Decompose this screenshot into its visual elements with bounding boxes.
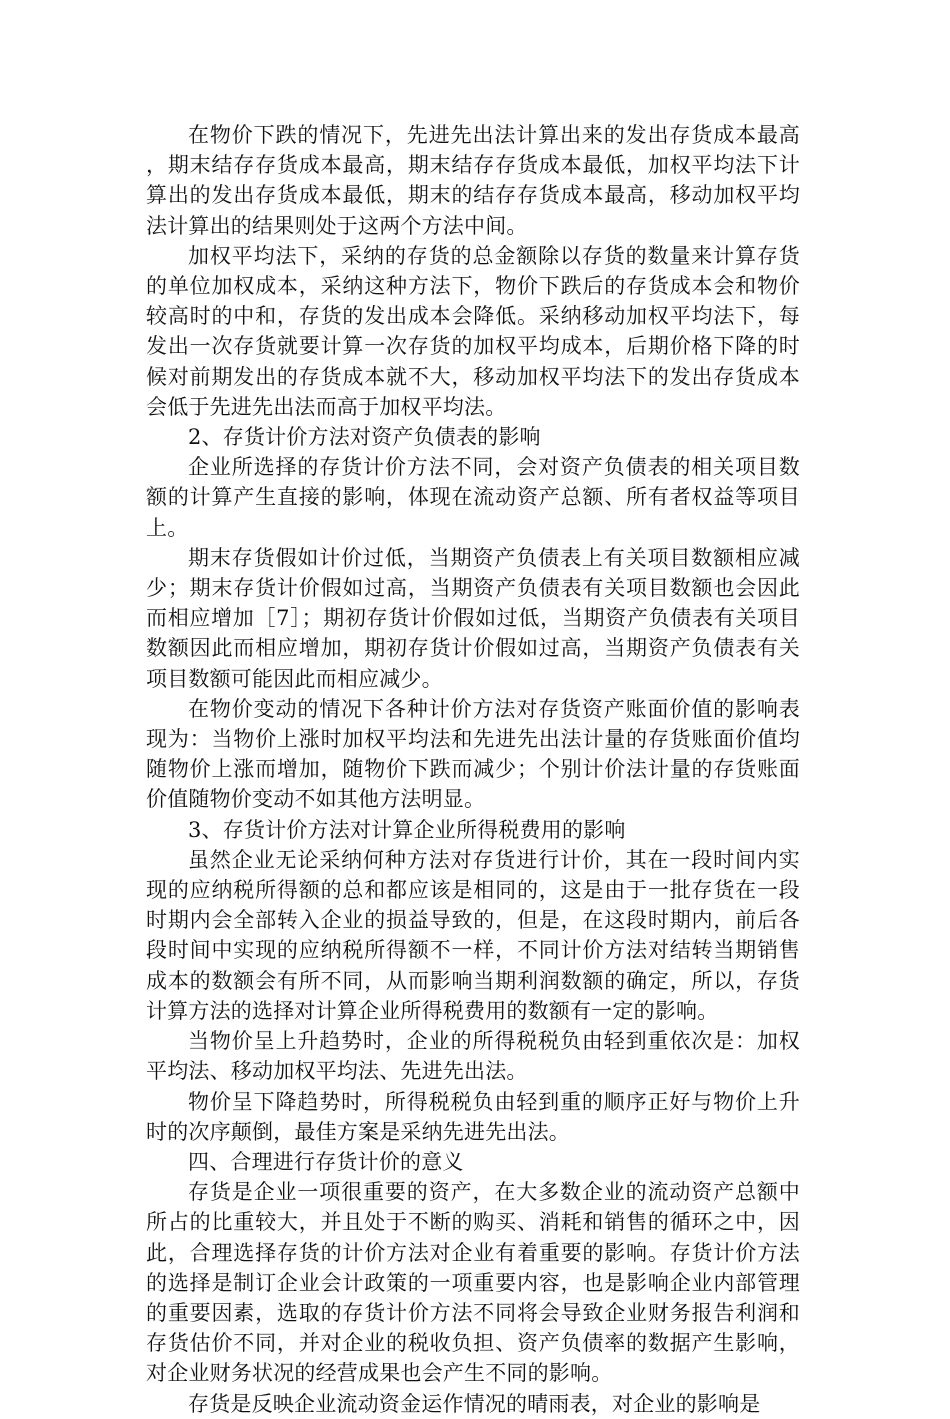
paragraph: 加权平均法下，采纳的存货的总金额除以存货的数量来计算存货的单位加权成本，采纳这种方法下，物价下跌后的存货成本会和物价较高时的中和，存货的发出成本会降低。采纳移动加权平均法下，每发出一次存货就要计算一次存货的加权平均成本，后期价格下降的时候对前期发出的存货成本就不大，移动加权平均法下的发出存货成本会低于先进先出法而高于加权平均法。 bbox=[146, 243, 800, 419]
section-heading: 3、存货计价方法对计算企业所得税费用的影响 bbox=[188, 817, 626, 842]
section-heading: 四、合理进行存货计价的意义 bbox=[188, 1149, 464, 1174]
paragraph: 在物价下跌的情况下，先进先出法计算出来的发出存货成本最高，期末结存存货成本最高，期末结存存货成本最低，加权平均法下计算出的发出存货成本最低，期末的结存存货成本最高，移动加权平均法计算出的结果则处于这两个方法中间。 bbox=[146, 123, 800, 238]
paragraph: 虽然企业无论采纳何种方法对存货进行计价，其在一段时间内实现的应纳税所得额的总和都应该是相同的，这是由于一批存货在一段时期内会全部转入企业的损益导致的，但是，在这段时期内，前后各段时间中实现的应纳税所得额不一样，不同计价方法对结转当期销售成本的数额会有所不同，从而影响当期利润数额的确定，所以，存货计算方法的选择对计算企业所得税费用的数额有一定的影响。 bbox=[146, 847, 800, 1023]
paragraph: 存货是反映企业流动资金运作情况的晴雨表，对企业的影响是 bbox=[188, 1391, 761, 1416]
paragraph: 物价呈下降趋势时，所得税税负由轻到重的顺序正好与物价上升时的次序颠倒，最佳方案是采纳先进先出法。 bbox=[146, 1089, 800, 1144]
paragraph: 当物价呈上升趋势时，企业的所得税税负由轻到重依次是：加权平均法、移动加权平均法、先进先出法。 bbox=[146, 1029, 800, 1084]
paragraph: 在物价变动的情况下各种计价方法对存货资产账面价值的影响表现为：当物价上涨时加权平均法和先进先出法计量的存货账面价值均随物价上涨而增加，随物价下跌而减少；个别计价法计量的存货账面价值随物价变动不如其他方法明显。 bbox=[146, 696, 800, 812]
paragraph: 企业所选择的存货计价方法不同，会对资产负债表的相关项目数额的计算产生直接的影响，体现在流动资产总额、所有者权益等项目上。 bbox=[146, 455, 800, 540]
paragraph: 存货是企业一项很重要的资产，在大多数企业的流动资产总额中所占的比重较大，并且处于不断的购买、消耗和销售的循环之中，因此，合理选择存货的计价方法对企业有着重要的影响。存货计价方法的选择是制订企业会计政策的一项重要内容，也是影响企业内部管理的重要因素，选取的存货计价方法不同将会导致企业财务报告利润和存货估价不同，并对企业的税收负担、资产负债率的数据产生影响，对企业财务状况的经营成果也会产生不同的影响。 bbox=[146, 1180, 800, 1386]
paragraph: 期末存货假如计价过低，当期资产负债表上有关项目数额相应减少；期末存货计价假如过高，当期资产负债表有关项目数额也会因此而相应增加［7］；期初存货计价假如过低，当期资产负债表有关项目数额因此而相应增加，期初存货计价假如过高，当期资产负债表有关项目数额可能因此而相应减少。 bbox=[146, 545, 800, 691]
section-heading: 2、存货计价方法对资产负债表的影响 bbox=[188, 425, 541, 450]
document-body bbox=[146, 120, 800, 1419]
